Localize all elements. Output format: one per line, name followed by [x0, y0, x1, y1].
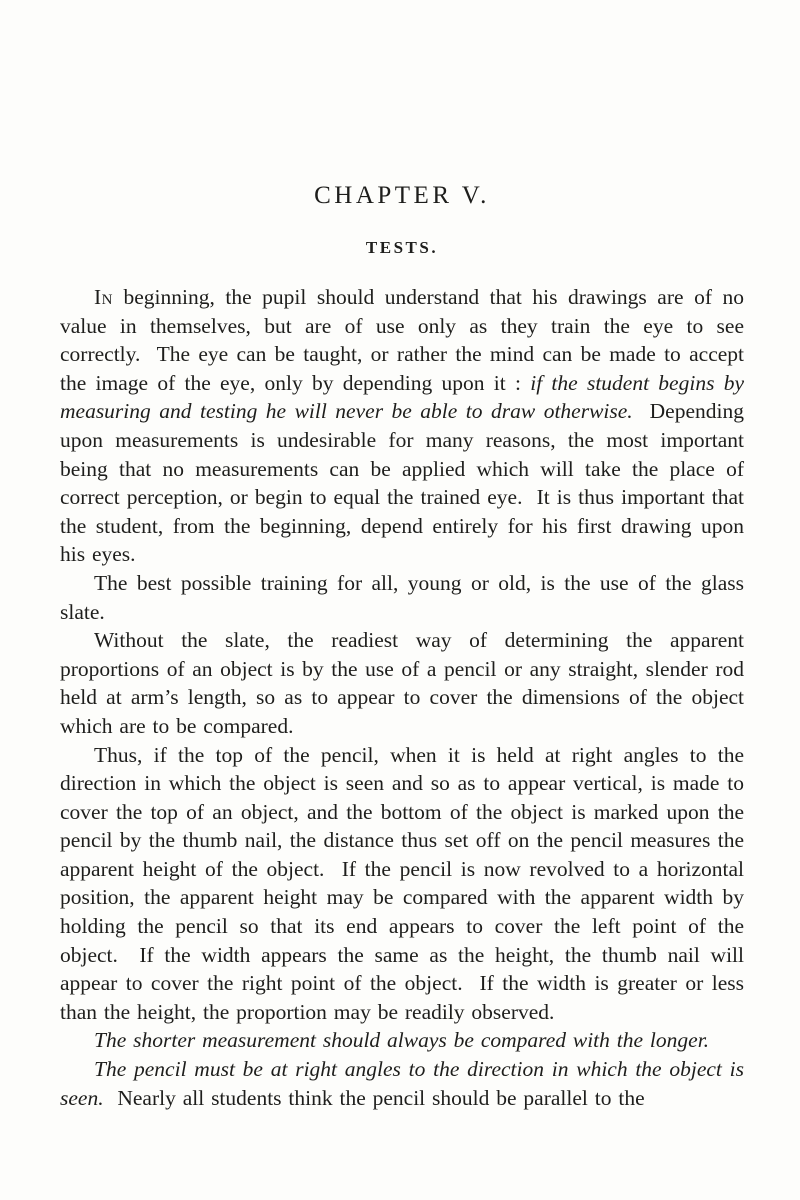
text-run-roman: Nearly all students think the pencil should be parallel to the: [103, 1085, 645, 1110]
text-run-roman: Without the slate, the readiest way of determining the apparent proportions of an object is by the use of a pencil or any straight, slender rod held at arm’s length, so as to appear to cover the dimensions of the object which are to be compared.: [60, 628, 744, 738]
text-run-roman: Depending upon measurements is undesirable for many reasons, the most important being that no measurements can be applied which will take the place of correct perception, or begin to equal the trained eye. It is thus important that the student, from the beginning, depend entirely for his first drawing upon his eyes.: [60, 399, 744, 567]
paragraph: [60, 1026, 744, 1055]
text-run-roman: beginning, the pupil should understand that his drawings are of no value in themselves, but are of use only as they train the eye to see correctly. The eye can be taught, or rather the mind can be made to accept the image of the eye, only by depending upon it :: [60, 285, 744, 395]
text-run-italic: The shorter measurement should always be compared with the longer.: [94, 1028, 710, 1053]
text-run-roman: The best possible training for all, young or old, is the use of the glass slate.: [60, 570, 744, 624]
paragraph: [60, 626, 744, 740]
paragraph: [60, 741, 744, 1027]
paragraph: [60, 569, 744, 626]
paragraph: [60, 283, 744, 569]
text-run-roman: Thus, if the top of the pencil, when it is held at right angles to the direction in which the object is seen and so as to appear vertical, is made to cover the top of an object, and the bottom of the object is marked upon the pencil by the thumb nail, the distance thus set off on the pencil measures the apparent height of the object. If the pencil is now revolved to a horizontal position, the apparent height may be compared with the apparent width by holding the pencil so that its end appears to cover the left point of the object. If the width appears the same as the height, the thumb nail will appear to cover the right point of the object. If the width is greater or less than the height, the proportion may be readily observed.: [60, 742, 744, 1024]
paragraph: [60, 1055, 744, 1112]
chapter-heading: CHAPTER V.: [314, 182, 490, 209]
text-run-italic: The pencil must be at right angles to the direction in which the object is seen.: [60, 1057, 744, 1110]
body-text: [60, 283, 744, 1112]
section-heading: TESTS.: [365, 238, 439, 257]
text-run-italic: if the student begins by measuring and testing he will never be able to draw otherwise.: [60, 370, 744, 424]
text-run-smallcaps: In: [94, 285, 113, 309]
